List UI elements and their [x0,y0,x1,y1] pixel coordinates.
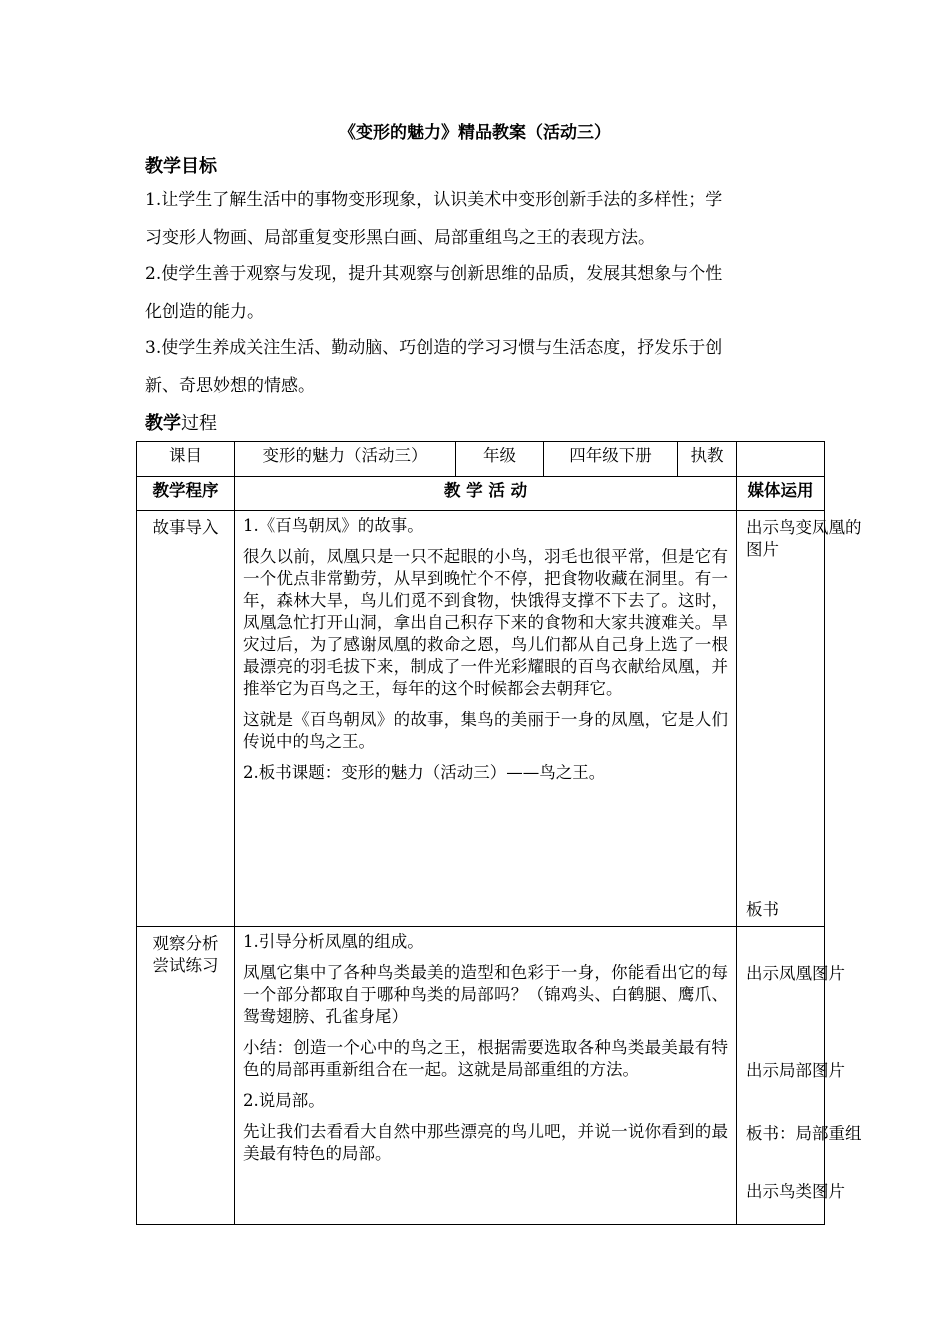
procedure-header: 教学程序 [137,477,235,511]
activity-paragraph: 小结：创造一个心中的鸟之王，根据需要选取各种鸟类最美最有特色的局部再重新组合在一起。这就是局部重组的方法。 [243,1038,728,1079]
info-row [137,442,825,477]
media-note: 出示鸟变凤凰的图片 [746,518,862,559]
stage-cell [137,927,235,1225]
media-note: 板书 [746,900,779,919]
process-heading [145,409,217,435]
stage-cell: 故事导入 [137,511,235,927]
document-title: 《变形的魅力》精品教案（活动三） [339,123,611,143]
teacher-value [737,442,825,477]
media-cell [737,511,862,927]
lesson-plan-table [136,441,862,1225]
process-heading-bold: 教学 [145,413,181,434]
media-note: 出示凤凰图片 [746,964,845,983]
activity-paragraph: 这就是《百鸟朝凤》的故事，集鸟的美丽于一身的凤凰，它是人们传说中的鸟之王。 [243,710,728,751]
objectives-heading: 教学目标 [145,156,217,177]
grade-value: 四年级下册 [544,442,678,477]
activities-cell [235,927,737,1225]
header-row [137,477,825,511]
activity-paragraph: 1.引导分析凤凰的组成。 [243,932,424,951]
activity-paragraph: 很久以前，凤凰只是一只不起眼的小鸟，羽毛也很平常，但是它有一个优点非常勤劳，从早到晚忙个不停，把食物收藏在洞里。有一年，森林大旱，鸟儿们觅不到食物，快饿得支撑不下去了。这时，凤凰急忙打开山洞，拿出自己积存下来的食物和大家共渡难关。旱灾过后，为了感谢凤凰的救命之恩，鸟儿们都从自己身上选了一根最漂亮的羽毛拔下来，制成了一件光彩耀眼的百鸟衣献给凤凰，并推举它为百鸟之王，每年的这个时候都会去朝拜它。 [243,547,728,698]
objective-2-line-1: 2.使学生善于观察与发现，提升其观察与创新思维的品质，发展其想象与个性 [145,264,723,284]
objective-2-line-2: 化创造的能力。 [145,302,264,322]
objective-1 [145,181,805,257]
activity-paragraph: 凤凰它集中了各种鸟类最美的造型和色彩于一身，你能看出它的每一个部分都取自于哪种鸟类的局部吗？（锦鸡头、白鹤腿、鹰爪、鸳鸯翅膀、孔雀身尾） [243,963,728,1026]
activity-paragraph: 1.《百鸟朝凤》的故事。 [243,516,424,535]
activities-cell [235,511,737,927]
section-row [137,511,825,927]
media-header: 媒体运用 [737,477,825,511]
media-note: 板书：局部重组 [746,1124,862,1143]
media-note: 出示鸟类图片 [746,1182,845,1201]
media-note: 出示局部图片 [746,1061,845,1080]
section-row [137,927,825,1225]
objective-1-line-2: 习变形人物画、局部重复变形黑白画、局部重组鸟之王的表现方法。 [145,228,655,248]
objective-3-line-1: 3.使学生养成关注生活、勤动脑、巧创造的学习习惯与生活态度，抒发乐于创 [145,338,723,358]
course-label: 课目 [137,442,235,477]
activity-paragraph: 先让我们去看看大自然中那些漂亮的鸟儿吧，并说一说你看到的最美最有特色的局部。 [243,1122,728,1163]
course-value: 变形的魅力（活动三） [235,442,456,477]
objective-2 [145,255,805,331]
process-heading-normal: 过程 [181,413,217,434]
objective-3 [145,329,805,405]
objective-3-line-2: 新、奇思妙想的情感。 [145,376,315,396]
activity-paragraph: 2.板书课题：变形的魅力（活动三）——鸟之王。 [243,763,606,782]
activity-paragraph: 2.说局部。 [243,1091,325,1110]
stage-label: 观察分析尝试练习 [152,934,219,975]
media-cell [737,927,862,1225]
grade-label: 年级 [456,442,544,477]
objective-1-line-1: 1.让学生了解生活中的事物变形现象，认识美术中变形创新手法的多样性；学 [145,190,723,210]
teacher-label: 执教 [678,442,737,477]
activity-header: 教 学 活 动 [235,477,737,511]
